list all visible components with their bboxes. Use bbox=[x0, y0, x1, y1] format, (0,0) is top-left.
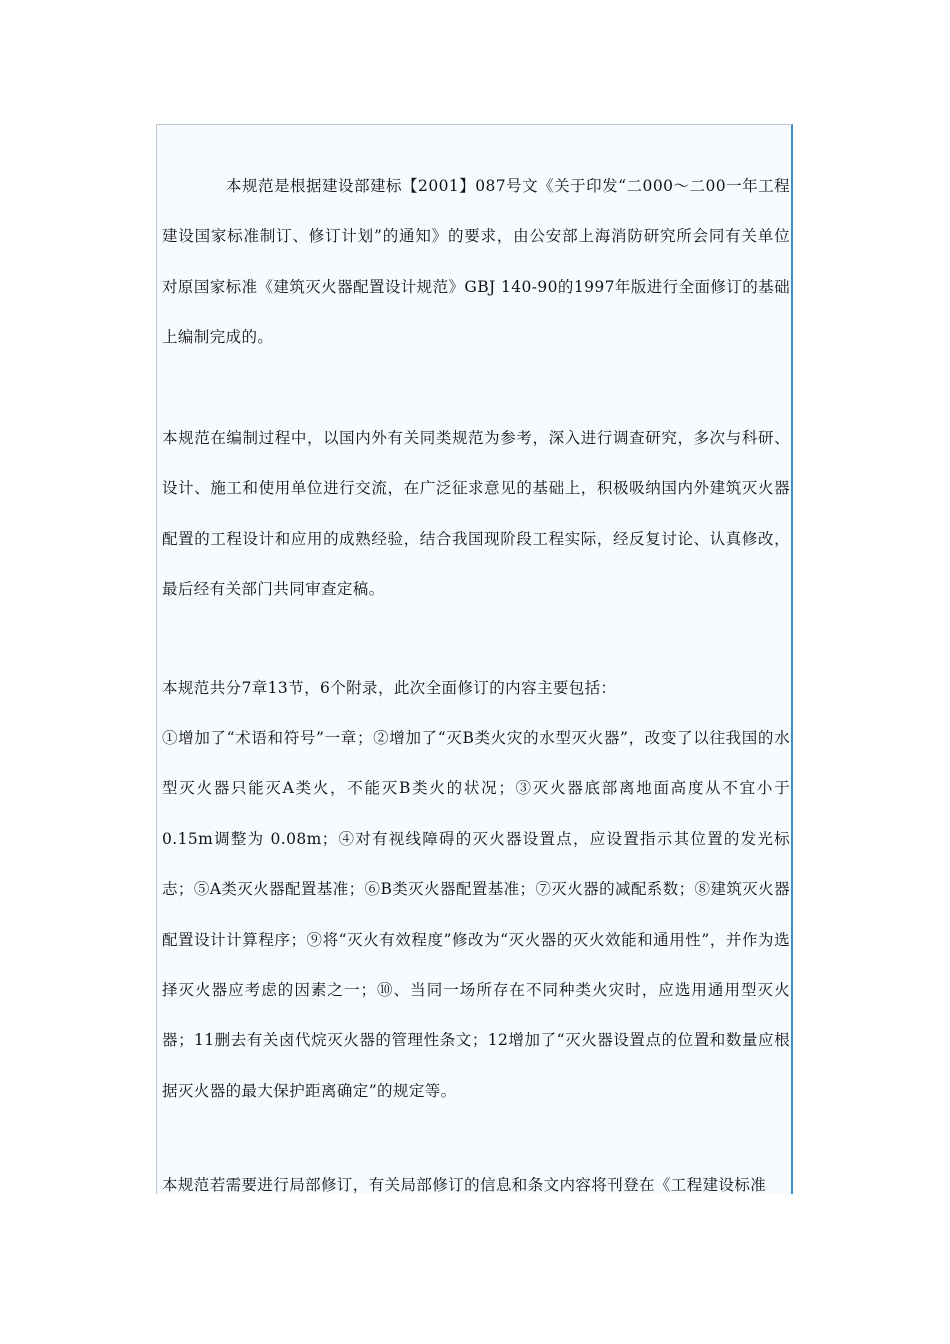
paragraph-compilation-process: 本规范在编制过程中，以国内外有关同类规范为参考，深入进行调查研究，多次与科研、设计、施工和使用单位进行交流，在广泛征求意见的基础上，积极吸纳国内外建筑灭火器配置的工程设计和应用的成熟经验，结合我国现阶段工程实际，经反复讨论、认真修改，最后经有关部门共同审查定稿。 bbox=[162, 429, 790, 599]
paragraph-revision-items: ①增加了“术语和符号”一章；②增加了“灭B类火灾的水型灭火器”，改变了以往我国的水型灭火器只能灭A类火，不能灭B类火的状况；③灭火器底部离地面高度从不宜小于0.15m调整为 0.08m；④对有视线障碍的灭火器设置点，应设置指示其位置的发光标志；⑤A类灭火器配置基准；⑥B类灭火器配置基准；⑦灭火器的减配系数；⑧建筑灭火器配置设计计算程序；⑨将“灭火有效程度”修改为“灭火器的灭火效能和通用性”，并作为选择灭火器应考虑的因素之一；⑩、当同一场所存在不同种类火灾时，应选用通用型灭火器；11删去有关卤代烷灭火器的管理性条文；12增加了“灭火器设置点的位置和数量应根据灭火器的最大保护距离确定”的规定等。 bbox=[162, 729, 790, 1100]
document-panel bbox=[156, 124, 793, 1194]
paragraph-revision-basis: 本规范是根据建设部建标【2001】087号文《关于印发“二000～二00一年工程建设国家标准制订、修订计划”的通知》的要求，由公安部上海消防研究所会同有关单位对原国家标准《建筑灭火器配置设计规范》GBJ 140-90的1997年版进行全面修订的基础上编制完成的。 bbox=[162, 177, 790, 347]
paragraph-structure-summary: 本规范共分7章13节，6个附录，此次全面修订的内容主要包括： bbox=[162, 679, 617, 697]
paragraph-partial-revision-note: 本规范若需要进行局部修订，有关局部修订的信息和条文内容将刊登在《工程建设标准 bbox=[162, 1176, 767, 1194]
